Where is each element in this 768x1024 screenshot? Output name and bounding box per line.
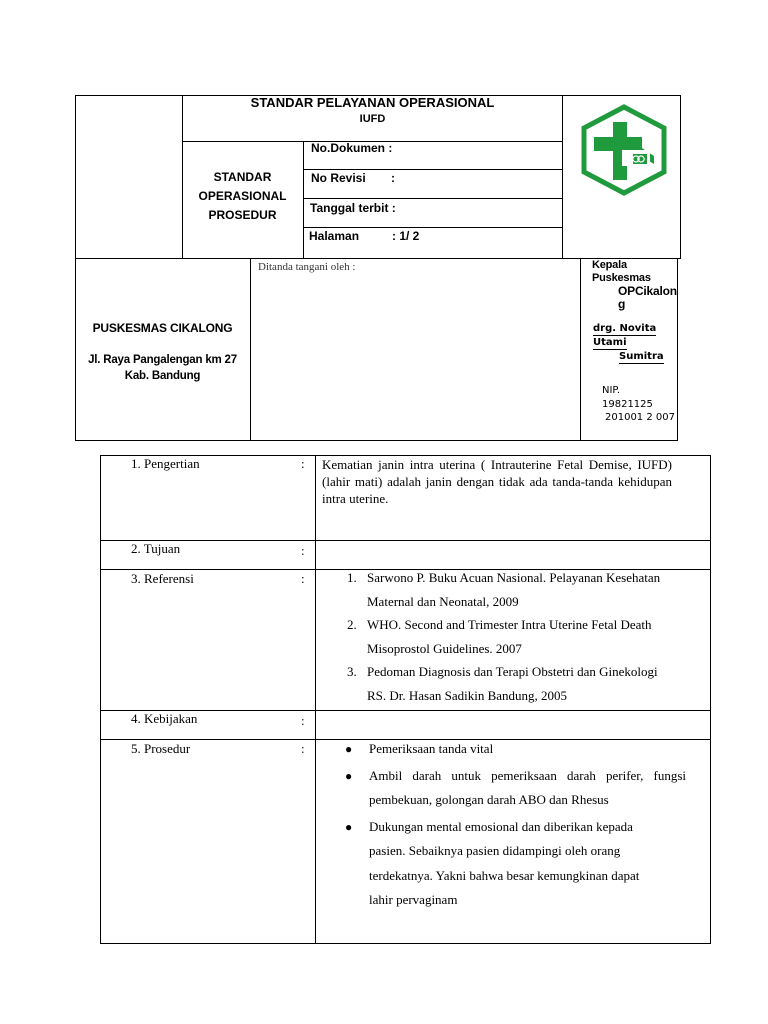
org-address-line: Jl. Raya Pangalengan km 27 xyxy=(88,354,237,366)
row-colon: : xyxy=(301,741,305,756)
list-number: 2. xyxy=(347,617,357,632)
procedure-text: Pemeriksaan tanda vital xyxy=(369,741,494,756)
field-no-revisi xyxy=(311,171,395,185)
field-halaman-label: Halaman xyxy=(309,229,360,243)
signer-name-line: drg. Novita xyxy=(593,323,657,334)
org-divider xyxy=(250,258,251,441)
reference-text: Sarwono P. Buku Acuan Nasional. Pelayanan Kesehatan Maternal dan Neonatal, 2009 xyxy=(367,570,661,609)
table-divider xyxy=(315,455,316,944)
page-subtitle: IUFD xyxy=(359,113,386,125)
list-item xyxy=(347,613,677,660)
list-item xyxy=(341,737,686,762)
signer-nip xyxy=(602,384,682,425)
row-colon: : xyxy=(301,543,305,558)
row-colon: : xyxy=(301,713,305,728)
signer-title: Puskesmas xyxy=(592,272,651,284)
row-colon: : xyxy=(301,571,305,586)
org-address-line: Kab. Bandung xyxy=(124,370,201,382)
sop-label-line: STANDAR xyxy=(213,170,272,184)
table-divider xyxy=(100,540,711,541)
signer-name-line: Utami xyxy=(593,337,627,348)
reference-text: Pedoman Diagnosis dan Terapi Obstetri dan Ginekologi RS. Dr. Hasan Sadikin Bandung, 2005 xyxy=(367,664,658,703)
nip-value: 201001 2 007 xyxy=(605,412,675,423)
field-no-dokumen: No.Dokumen : xyxy=(311,141,393,155)
bullet-icon: ● xyxy=(345,742,353,756)
logo xyxy=(580,104,668,196)
signer-name-line: Sumitra xyxy=(619,351,664,362)
nip-value: 19821125 xyxy=(602,398,653,410)
field-halaman-value: : 1/ 2 xyxy=(392,229,420,243)
row-label-tujuan: 2. Tujuan xyxy=(131,541,181,556)
signature-block xyxy=(592,259,678,311)
signer-title: OPCikalon xyxy=(618,284,677,298)
field-tanggal-terbit: Tanggal terbit : xyxy=(310,201,396,215)
nip-label: NIP. xyxy=(602,385,621,396)
pengertian-text: Kematian janin intra uterina ( Intrauterine Fetal Demise, IUFD) (lahir mati) adalah janin dengan tidak ada tanda-tanda kehidupan intra uterine. xyxy=(322,457,672,506)
org-address xyxy=(75,352,250,384)
field-no-revisi-colon: : xyxy=(391,171,395,185)
row-colon: : xyxy=(301,456,305,471)
list-item xyxy=(347,566,677,613)
puskesmas-logo-icon xyxy=(580,104,668,196)
list-number: 1. xyxy=(347,570,357,585)
list-item xyxy=(347,660,677,707)
header-divider xyxy=(303,141,304,259)
procedure-list xyxy=(341,737,686,913)
procedure-text: Ambil darah untuk pemeriksaan darah perifer, fungsi pembekuan, golongan darah ABO dan Rhesus xyxy=(369,767,686,807)
bullet-icon: ● xyxy=(345,768,353,783)
signed-by-label: Ditanda tangani oleh : xyxy=(258,261,356,273)
header-divider xyxy=(303,227,563,228)
org-divider xyxy=(580,258,581,441)
row-label-kebijakan: 4. Kebijakan xyxy=(131,711,198,726)
field-no-revisi-label: No Revisi xyxy=(311,171,366,185)
list-item xyxy=(341,764,686,813)
signer-title: g xyxy=(618,297,626,311)
row-label-pengertian: 1. Pengertian xyxy=(131,456,200,471)
signer-name xyxy=(593,322,679,364)
row-label-prosedur: 5. Prosedur xyxy=(131,741,191,756)
sop-label-line: OPERASIONAL xyxy=(198,189,287,203)
page-title: STANDAR PELAYANAN OPERASIONAL xyxy=(250,95,495,110)
field-halaman xyxy=(309,229,419,243)
bullet-icon: ● xyxy=(345,819,353,834)
row-label-referensi: 3. Referensi xyxy=(131,571,194,586)
sop-label-line: PROSEDUR xyxy=(208,208,277,222)
reference-list xyxy=(347,566,677,707)
reference-text: WHO. Second and Trimester Intra Uterine Fetal Death Misoprostol Guidelines. 2007 xyxy=(367,617,652,656)
list-number: 3. xyxy=(347,664,357,679)
signer-title: Kepala xyxy=(592,259,627,271)
org-name: PUSKESMAS CIKALONG xyxy=(92,321,233,335)
org-box xyxy=(75,258,678,441)
list-item xyxy=(341,815,686,913)
header-divider xyxy=(303,198,563,199)
sop-label xyxy=(182,168,303,225)
header-divider xyxy=(303,169,563,170)
procedure-text: Dukungan mental emosional dan diberikan kepada pasien. Sebaiknya pasien didampingi oleh orang terdekatnya. Yakni bahwa besar kemungkinan dapat lahir pervaginam xyxy=(369,818,640,907)
